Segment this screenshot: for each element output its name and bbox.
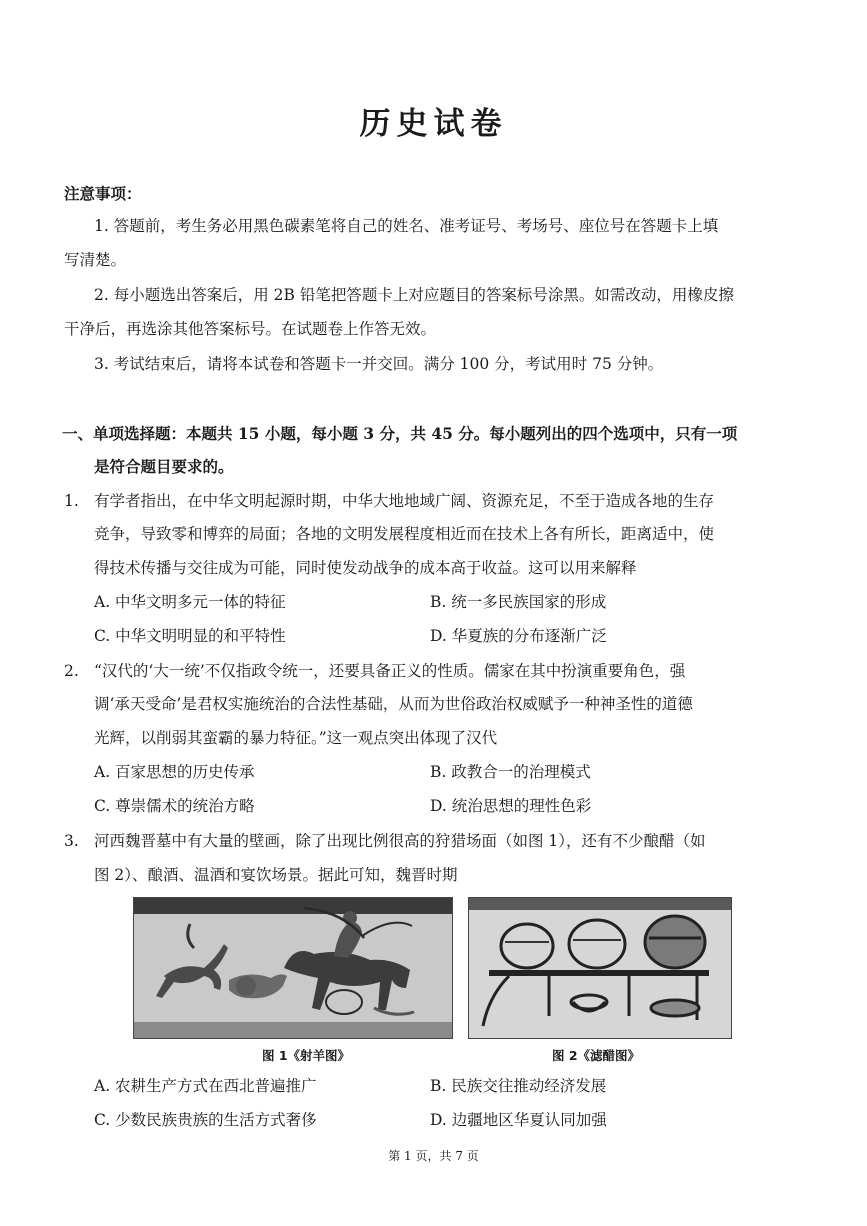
notice-item-2-line-2: 干净后，再选涂其他答案标号。在试题卷上作答无效。 [64, 320, 437, 338]
question-2-number: 2. [64, 662, 79, 680]
question-3-line-2: 图 2）、酿酒、温酒和宴饮场景。据此可知，魏晋时期 [94, 866, 458, 884]
question-2-option-a: A. 百家思想的历史传承 [94, 763, 255, 781]
question-1-option-c: C. 中华文明明显的和平特性 [94, 627, 286, 645]
question-3-option-a: A. 农耕生产方式在西北普遍推广 [94, 1077, 317, 1095]
question-2-option-c: C. 尊崇儒术的统治方略 [94, 797, 255, 815]
question-1-option-a: A. 中华文明多元一体的特征 [94, 593, 286, 611]
figure-2-caption: 图 2《滤醋图》 [552, 1048, 641, 1063]
question-1-option-d: D. 华夏族的分布逐渐广泛 [430, 627, 607, 645]
notice-item-1-line-2: 写清楚。 [64, 251, 127, 269]
question-1-line-1: 有学者指出，在中华文明起源时期，中华大地地域广阔、资源充足，不至于造成各地的生存 [94, 492, 715, 510]
page-title: 历史试卷 [359, 106, 508, 142]
notice-item-3: 3. 考试结束后，请将本试卷和答题卡一并交回。满分 100 分，考试用时 75 分钟。 [94, 355, 664, 373]
question-2-option-b: B. 政教合一的治理模式 [430, 763, 591, 781]
question-3-number: 3. [64, 832, 79, 850]
section-heading-line-2: 是符合题目要求的。 [94, 457, 234, 476]
figure-1-caption: 图 1《射羊图》 [262, 1048, 351, 1063]
question-3-line-1: 河西魏晋墓中有大量的壁画，除了出现比例很高的狩猎场面（如图 1），还有不少酿醋（如 [94, 832, 706, 850]
question-3-option-c: C. 少数民族贵族的生活方式奢侈 [94, 1111, 317, 1129]
figure-1-hunting-mural [133, 897, 453, 1039]
question-2-line-2: 调‘承天受命’是君权实施统治的合法性基础，从而为世俗政治权威赋予一种神圣性的道德 [94, 695, 693, 713]
question-1-number: 1. [64, 492, 79, 510]
notice-item-2-line-1: 2. 每小题选出答案后，用 2B 铅笔把答题卡上对应题目的答案标号涂黑。如需改动，用橡皮擦 [94, 286, 734, 304]
section-heading-line-1: 一、单项选择题：本题共 15 小题，每小题 3 分，共 45 分。每小题列出的四个选项中，只有一项 [62, 424, 738, 443]
question-1-line-2: 竞争，导致零和博弈的局面；各地的文明发展程度相近而在技术上各有所长，距离适中，使 [94, 525, 715, 543]
question-3-option-d: D. 边疆地区华夏认同加强 [430, 1111, 607, 1129]
notice-item-1-line-1: 1. 答题前，考生务必用黑色碳素笔将自己的姓名、准考证号、考场号、座位号在答题卡上填 [94, 217, 719, 235]
question-2-line-3: 光辉，以削弱其蛮霸的暴力特征。”这一观点突出体现了汉代 [94, 729, 498, 747]
question-1-line-3: 得技术传播与交往成为可能，同时使发动战争的成本高于收益。这可以用来解释 [94, 559, 637, 577]
notice-heading: 注意事项： [64, 184, 142, 203]
question-2-line-1: “汉代的‘大一统’不仅指政令统一，还要具备正义的性质。儒家在其中扮演重要角色，强 [94, 662, 686, 680]
question-3-option-b: B. 民族交往推动经济发展 [430, 1077, 607, 1095]
question-2-option-d: D. 统治思想的理性色彩 [430, 797, 592, 815]
page-footer: 第 1 页，共 7 页 [388, 1149, 479, 1163]
question-1-option-b: B. 统一多民族国家的形成 [430, 593, 607, 611]
figure-2-vinegar-mural [468, 897, 732, 1039]
